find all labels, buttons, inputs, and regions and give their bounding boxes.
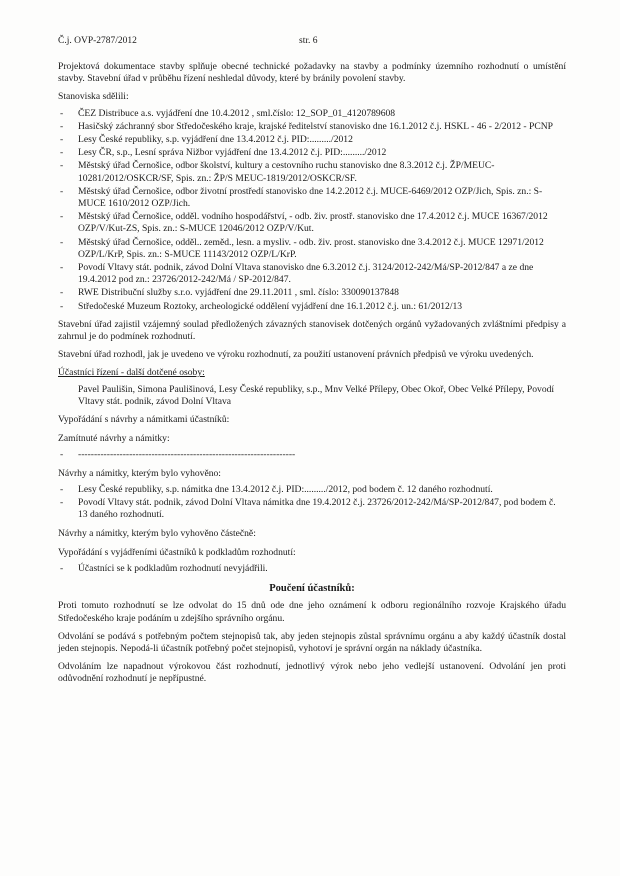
statement-item: - Účastníci se k podkladům rozhodnutí nevyjádřili. (58, 563, 566, 575)
accepted-item: - Lesy České republiky, s.p. námitka dne 13.4.2012 č.j. PID:........./2012, pod bodem č. 12 daného rozhodnutí. (58, 484, 566, 496)
intro-paragraph: Projektová dokumentace stavby splňuje obecné technické požadavky na stavby a podmínky územního rozhodnutí o umístění stavby. Stavební úřad v průběhu řízení neshledal důvody, které by bránily povolení stavby. (58, 61, 566, 85)
instruction-paragraph-2: Odvolání se podává s potřebným počtem stejnopisů tak, aby jeden stejnopis zůstal správnímu orgánu a aby každý účastník dostal jeden stejnopis. Nepodá-li účastník potřebný počet stejnopisů, vyhotoví je správní orgán na náklady účastníka. (58, 630, 566, 654)
accepted-label: Návrhy a námitky, kterým bylo vyhověno: (58, 467, 221, 479)
proposals-label: Vypořádání s návrhy a námitkami účastníků: (58, 414, 230, 426)
rejected-label: Zamítnuté návrhy a námitky: (58, 433, 170, 445)
statements-label: Vypořádání s vyjádřeními účastníků k podkladům rozhodnutí: (58, 546, 296, 558)
accepted-item: - Povodí Vltavy stát. podnik, závod Dolní Vltava námitka dne 19.4.2012 č.j. 23726/2012-242/Má/SP-2012/847, pod bodem č. 13 daného rozhodnutí. (58, 497, 566, 521)
rejected-item: - -------------------------------------------------------------------- (58, 449, 566, 461)
document-body (58, 61, 566, 692)
participants-list: Pavel Paulišin, Simona Paulišinová, Lesy České republiky, s.p., Mnv Velké Přílepy, Obec Okoř, Obec Velké Přílepy, Povodí Vltavy stát. podnik, závod Dolní Vltava (78, 383, 555, 407)
statements-list (58, 563, 566, 575)
instruction-heading: Poučení účastníků: (269, 583, 355, 595)
rejected-list (58, 449, 566, 461)
participants-label: Účastníci řízení - další dotčené osoby: (58, 367, 205, 379)
accepted-list (58, 484, 566, 522)
opinions-label: Stanoviska sdělili: (58, 91, 129, 103)
opinion-item: - Městský úřad Černošice, odbor školství, kultury a cestovního ruchu stanovisko dne 8.3.2012 č.j. ŽP/MEUC-10281/2012/OSKCR/SF, Spis. zn.: ŽP/S MEUC-1819/2012/OSKCR/SF. (58, 160, 566, 184)
decision-paragraph: Stavební úřad rozhodl, jak je uvedeno ve výroku rozhodnutí, za použití ustanovení právních předpisů ve výroku uvedených. (58, 349, 534, 361)
opinions-list (58, 108, 566, 313)
page-number: str. 6 (299, 36, 318, 46)
opinion-item: - Lesy ČR, s.p., Lesní správa Nižbor vyjádření dne 13.4.2012 č.j. PID:........./2012 (58, 147, 566, 159)
opinion-item: - Povodí Vltavy stát. podnik, závod Dolní Vltava stanovisko dne 6.3.2012 č.j. 3124/2012-242/Má/SP-2012/847 a ze dne 19.4.2012 pod zn.: 23726/2012-242/Má / SP-2012/847. (58, 262, 566, 286)
opinion-item: - RWE Distribuční služby s.r.o. vyjádření dne 29.11.2011 , sml. číslo: 330090137848 (58, 287, 566, 299)
instruction-paragraph-3: Odvoláním lze napadnout výrokovou část rozhodnutí, jednotlivý výrok nebo jeho vedlejší ustanovení. Odvolání jen proti odůvodnění rozhodnutí je nepřípustné. (58, 661, 566, 685)
opinion-item: - Městský úřad Černošice, odděl. vodního hospodářství, - odb. živ. prostř. stanovisko dne 17.4.2012 č.j. MUCE 16367/2012 OZP/V/Kut-ZS, Spis. zn.: S-MUCE 12046/2012 OZP/V/Kut. (58, 211, 566, 235)
instruction-paragraph-1: Proti tomuto rozhodnutí se lze odvolat do 15 dnů ode dne jeho oznámení k odboru regionálního rozvoje Krajského úřadu Středočeského kraje podáním u zdejšího správního orgánu. (58, 600, 566, 624)
partial-label: Návrhy a námitky, kterým bylo vyhověno částečně: (58, 527, 256, 539)
reference-number: Č.j. OVP-2787/2012 (58, 36, 137, 46)
opinion-item: - Městský úřad Černošice, odbor životní prostředí stanovisko dne 14.2.2012 č.j. MUCE-6469/2012 OZP/Jich, Spis. zn.: S-MUCE 1610/2012 OZP/Jich. (58, 186, 566, 210)
opinion-item: - Lesy České republiky, s.p. vyjádření dne 13.4.2012 č.j. PID:........./2012 (58, 134, 566, 146)
opinion-item: - Městský úřad Černošice, odděl.. zeměd., lesn. a mysliv. - odb. živ. prost. stanovisko dne 3.4.2012 č.j. MUCE 12971/2012 OZP/L/KrP, Spis. zn.: S-MUCE 11143/2012 OZP/L/KrP. (58, 237, 566, 261)
opinion-item: - Hasičský záchranný sbor Středočeského kraje, krajské ředitelství stanovisko dne 16.1.2012 č.j. HSKL - 46 - 2/2012 - PCNP (58, 121, 566, 133)
coordination-paragraph: Stavební úřad zajistil vzájemný soulad předložených závazných stanovisek dotčených orgánů vyžadovaných zvláštními předpisy a zahrnul je do podmínek rozhodnutí. (58, 318, 566, 343)
opinion-item: - Středočeské Muzeum Roztoky, archeologické oddělení vyjádření dne 16.1.2012 č.j. un.: 61/2012/13 (58, 301, 566, 313)
opinion-item: - ČEZ Distribuce a.s. vyjádření dne 10.4.2012 , sml.číslo: 12_SOP_01_4120789608 (58, 108, 566, 120)
